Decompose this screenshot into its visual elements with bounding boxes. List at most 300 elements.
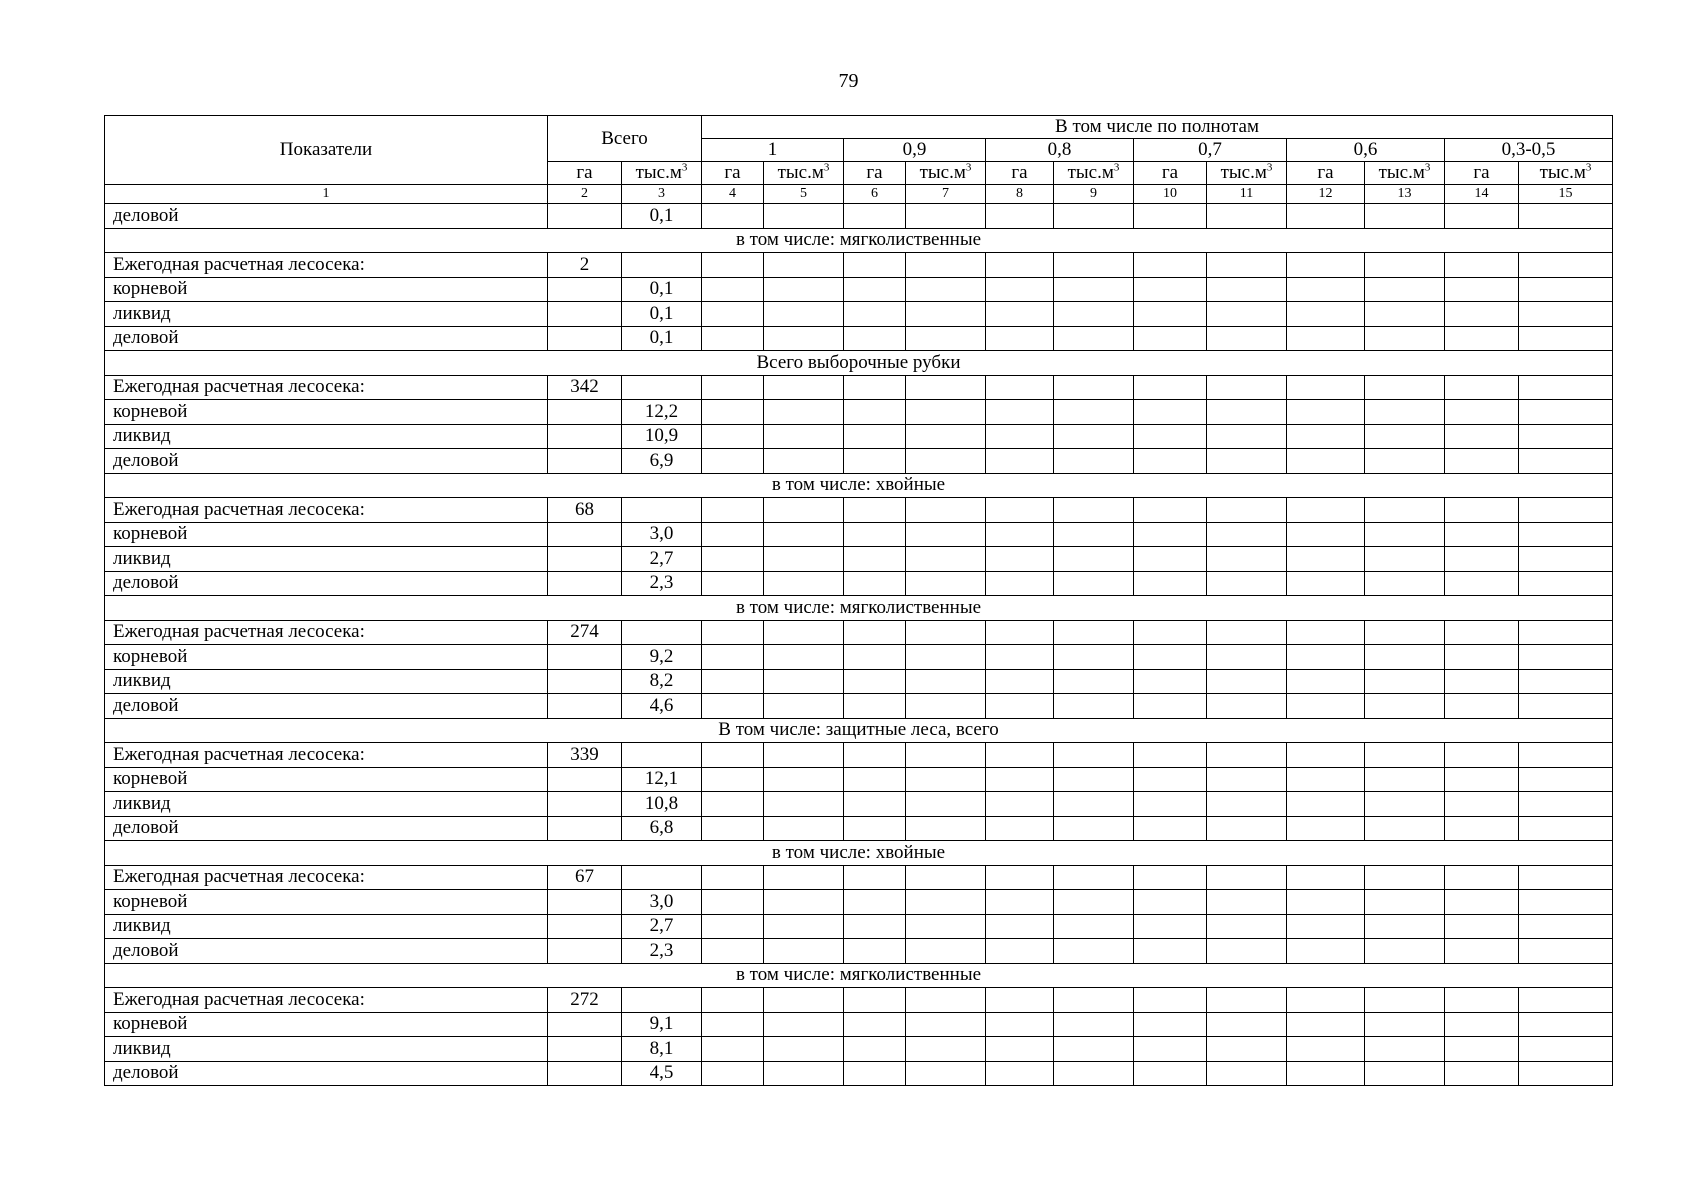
density-cell — [1054, 890, 1134, 915]
density-cell — [1207, 620, 1287, 645]
row-label: корневой — [105, 277, 548, 302]
density-cell — [1207, 449, 1287, 474]
density-cell — [1287, 449, 1365, 474]
density-cell — [1054, 571, 1134, 596]
density-cell — [1365, 547, 1445, 572]
total-ha-cell — [548, 939, 622, 964]
density-cell — [1054, 522, 1134, 547]
density-cell — [1445, 571, 1519, 596]
density-cell — [1207, 375, 1287, 400]
column-number: 11 — [1207, 185, 1287, 204]
density-cell — [1054, 498, 1134, 523]
row-label: ликвид — [105, 1037, 548, 1062]
row-label: ликвид — [105, 792, 548, 817]
density-cell — [1287, 375, 1365, 400]
table-row — [105, 571, 1613, 596]
density-cell — [906, 277, 986, 302]
density-cell — [1287, 669, 1365, 694]
density-cell — [1519, 400, 1613, 425]
density-cell — [1519, 645, 1613, 670]
table-row — [105, 449, 1613, 474]
density-cell — [1054, 400, 1134, 425]
density-cell — [1365, 498, 1445, 523]
density-cell — [764, 620, 844, 645]
table-row — [105, 914, 1613, 939]
density-cell — [1519, 204, 1613, 229]
total-volume-cell: 8,2 — [622, 669, 702, 694]
section-row — [105, 473, 1613, 498]
table-row — [105, 400, 1613, 425]
unit-volume — [764, 162, 844, 185]
density-cell — [1134, 792, 1207, 817]
density-cell — [1054, 669, 1134, 694]
density-cell — [702, 1012, 764, 1037]
total-ha-cell: 272 — [548, 988, 622, 1013]
density-cell — [1054, 620, 1134, 645]
density-cell — [1519, 326, 1613, 351]
density-cell — [1519, 449, 1613, 474]
density-cell — [1134, 1061, 1207, 1086]
density-cell — [702, 571, 764, 596]
total-volume-cell — [622, 253, 702, 278]
density-cell — [764, 571, 844, 596]
density-cell — [702, 988, 764, 1013]
total-volume-cell — [622, 988, 702, 1013]
table-row — [105, 302, 1613, 327]
density-cell — [1445, 375, 1519, 400]
density-cell — [1207, 522, 1287, 547]
density-cell — [1287, 865, 1365, 890]
density-cell — [1365, 694, 1445, 719]
density-cell — [1365, 816, 1445, 841]
unit-volume — [1207, 162, 1287, 185]
total-ha-cell — [548, 1012, 622, 1037]
density-cell — [702, 743, 764, 768]
density-cell — [1445, 302, 1519, 327]
density-cell — [906, 498, 986, 523]
density-cell — [906, 253, 986, 278]
table-row — [105, 767, 1613, 792]
density-cell — [986, 865, 1054, 890]
density-cell — [1134, 400, 1207, 425]
density-cell — [1207, 302, 1287, 327]
unit-volume — [1365, 162, 1445, 185]
total-volume-cell: 10,8 — [622, 792, 702, 817]
unit-volume-text: тыс.м — [1378, 162, 1425, 183]
density-cell — [702, 865, 764, 890]
density-cell — [702, 522, 764, 547]
density-cell — [1287, 645, 1365, 670]
row-label: деловой — [105, 939, 548, 964]
density-cell — [764, 547, 844, 572]
table-row — [105, 547, 1613, 572]
density-cell — [1519, 498, 1613, 523]
total-volume-cell: 3,0 — [622, 522, 702, 547]
density-cell — [1519, 1061, 1613, 1086]
density-cell — [1287, 498, 1365, 523]
density-cell — [1207, 424, 1287, 449]
density-cell — [1287, 620, 1365, 645]
density-cell — [1445, 743, 1519, 768]
total-volume-cell: 4,5 — [622, 1061, 702, 1086]
total-ha-cell — [548, 571, 622, 596]
unit-volume-exponent: 3 — [1424, 161, 1431, 174]
density-cell — [986, 204, 1054, 229]
density-cell — [1365, 988, 1445, 1013]
density-cell — [1445, 816, 1519, 841]
unit-ha: га — [1445, 162, 1519, 185]
header-total: Всего — [548, 116, 702, 162]
density-cell — [844, 694, 906, 719]
density-cell — [906, 743, 986, 768]
density-cell — [1054, 277, 1134, 302]
density-cell — [764, 890, 844, 915]
density-cell — [1054, 1061, 1134, 1086]
total-volume-cell: 0,1 — [622, 326, 702, 351]
header-indicators: Показатели — [105, 116, 548, 185]
density-cell — [1134, 620, 1207, 645]
density-cell — [1054, 302, 1134, 327]
total-ha-cell: 342 — [548, 375, 622, 400]
density-cell — [1365, 792, 1445, 817]
density-cell — [986, 547, 1054, 572]
density-cell — [1287, 792, 1365, 817]
density-cell — [844, 890, 906, 915]
density-cell — [906, 939, 986, 964]
density-cell — [1287, 424, 1365, 449]
section-title: в том числе: мягколиственные — [105, 228, 1613, 253]
row-label: корневой — [105, 645, 548, 670]
unit-volume — [1054, 162, 1134, 185]
density-cell — [906, 204, 986, 229]
density-cell — [906, 400, 986, 425]
density-cell — [764, 694, 844, 719]
row-label: ликвид — [105, 669, 548, 694]
density-cell — [906, 547, 986, 572]
section-title: Всего выборочные рубки — [105, 351, 1613, 376]
total-ha-cell — [548, 694, 622, 719]
unit-volume — [622, 162, 702, 185]
density-cell — [764, 669, 844, 694]
density-cell — [1445, 449, 1519, 474]
density-cell — [1519, 424, 1613, 449]
unit-volume-exponent: 3 — [681, 161, 688, 174]
density-cell — [1365, 424, 1445, 449]
density-cell — [1207, 890, 1287, 915]
density-cell — [986, 449, 1054, 474]
row-label: корневой — [105, 890, 548, 915]
density-cell — [906, 571, 986, 596]
density-cell — [764, 645, 844, 670]
density-cell — [844, 914, 906, 939]
density-cell — [764, 277, 844, 302]
density-cell — [702, 302, 764, 327]
total-volume-cell — [622, 375, 702, 400]
table-row — [105, 988, 1613, 1013]
density-cell — [1207, 204, 1287, 229]
row-label: Ежегодная расчетная лесосека: — [105, 743, 548, 768]
density-cell — [1519, 694, 1613, 719]
column-number: 9 — [1054, 185, 1134, 204]
density-cell — [1445, 204, 1519, 229]
row-label: деловой — [105, 326, 548, 351]
density-cell — [1134, 1012, 1207, 1037]
density-cell — [1207, 1037, 1287, 1062]
total-volume-cell — [622, 498, 702, 523]
unit-ha: га — [1134, 162, 1207, 185]
table-row — [105, 1037, 1613, 1062]
density-cell — [1445, 669, 1519, 694]
density-cell — [1287, 914, 1365, 939]
density-cell — [1287, 1061, 1365, 1086]
table-row — [105, 1012, 1613, 1037]
density-cell — [844, 547, 906, 572]
density-cell — [702, 890, 764, 915]
density-cell — [702, 277, 764, 302]
row-label: Ежегодная расчетная лесосека: — [105, 620, 548, 645]
density-cell — [1365, 645, 1445, 670]
total-ha-cell — [548, 1061, 622, 1086]
density-cell — [906, 865, 986, 890]
unit-volume-text: тыс.м — [1539, 162, 1586, 183]
density-cell — [986, 988, 1054, 1013]
density-cell — [1519, 816, 1613, 841]
density-cell — [1519, 375, 1613, 400]
density-cell — [844, 939, 906, 964]
unit-volume-text: тыс.м — [1067, 162, 1114, 183]
density-cell — [1365, 620, 1445, 645]
total-volume-cell: 6,9 — [622, 449, 702, 474]
density-header: 1 — [702, 139, 844, 162]
density-cell — [1287, 988, 1365, 1013]
density-cell — [1054, 816, 1134, 841]
density-cell — [1519, 890, 1613, 915]
density-cell — [702, 914, 764, 939]
total-ha-cell — [548, 669, 622, 694]
section-title: в том числе: хвойные — [105, 473, 1613, 498]
density-cell — [1519, 302, 1613, 327]
density-cell — [1365, 449, 1445, 474]
section-title: в том числе: хвойные — [105, 841, 1613, 866]
density-cell — [702, 375, 764, 400]
density-cell — [1134, 326, 1207, 351]
total-ha-cell — [548, 547, 622, 572]
column-number: 6 — [844, 185, 906, 204]
density-cell — [764, 424, 844, 449]
density-cell — [986, 375, 1054, 400]
density-cell — [986, 253, 1054, 278]
density-cell — [764, 204, 844, 229]
density-cell — [1134, 694, 1207, 719]
density-cell — [764, 302, 844, 327]
density-cell — [844, 767, 906, 792]
density-cell — [1519, 277, 1613, 302]
column-number: 1 — [105, 185, 548, 204]
density-cell — [702, 939, 764, 964]
density-cell — [1365, 767, 1445, 792]
density-cell — [764, 375, 844, 400]
density-cell — [986, 1061, 1054, 1086]
table-row — [105, 816, 1613, 841]
density-cell — [1445, 277, 1519, 302]
density-cell — [1287, 571, 1365, 596]
total-ha-cell: 339 — [548, 743, 622, 768]
density-cell — [1365, 277, 1445, 302]
density-cell — [702, 669, 764, 694]
density-cell — [906, 890, 986, 915]
density-cell — [1054, 694, 1134, 719]
density-cell — [986, 302, 1054, 327]
density-cell — [1207, 571, 1287, 596]
density-cell — [986, 571, 1054, 596]
density-cell — [1365, 375, 1445, 400]
density-cell — [1519, 522, 1613, 547]
unit-volume-exponent: 3 — [823, 161, 830, 174]
total-ha-cell: 274 — [548, 620, 622, 645]
density-cell — [1134, 253, 1207, 278]
unit-ha: га — [548, 162, 622, 185]
density-cell — [1134, 277, 1207, 302]
density-cell — [1054, 1012, 1134, 1037]
density-cell — [1207, 865, 1287, 890]
section-row — [105, 718, 1613, 743]
density-cell — [702, 645, 764, 670]
density-cell — [844, 988, 906, 1013]
total-volume-cell: 2,3 — [622, 939, 702, 964]
density-cell — [1519, 669, 1613, 694]
density-cell — [986, 424, 1054, 449]
column-number: 15 — [1519, 185, 1613, 204]
density-cell — [906, 767, 986, 792]
total-volume-cell: 10,9 — [622, 424, 702, 449]
section-title: в том числе: мягколиственные — [105, 963, 1613, 988]
density-cell — [1365, 302, 1445, 327]
density-cell — [1134, 498, 1207, 523]
density-cell — [1445, 645, 1519, 670]
density-cell — [1445, 620, 1519, 645]
density-cell — [986, 277, 1054, 302]
density-cell — [764, 939, 844, 964]
density-cell — [986, 767, 1054, 792]
column-number: 12 — [1287, 185, 1365, 204]
density-cell — [1287, 400, 1365, 425]
density-cell — [1134, 939, 1207, 964]
density-cell — [764, 792, 844, 817]
total-ha-cell — [548, 767, 622, 792]
row-label: деловой — [105, 694, 548, 719]
total-volume-cell: 0,1 — [622, 302, 702, 327]
unit-volume-text: тыс.м — [919, 162, 966, 183]
density-cell — [1287, 1012, 1365, 1037]
density-cell — [844, 1037, 906, 1062]
density-cell — [1134, 547, 1207, 572]
total-volume-cell: 12,2 — [622, 400, 702, 425]
density-cell — [1287, 1037, 1365, 1062]
density-cell — [906, 424, 986, 449]
density-cell — [1445, 253, 1519, 278]
density-cell — [702, 498, 764, 523]
density-cell — [906, 1061, 986, 1086]
total-volume-cell: 2,3 — [622, 571, 702, 596]
density-cell — [844, 302, 906, 327]
density-cell — [764, 522, 844, 547]
density-cell — [1207, 767, 1287, 792]
density-cell — [1207, 1061, 1287, 1086]
total-ha-cell — [548, 204, 622, 229]
total-volume-cell: 3,0 — [622, 890, 702, 915]
density-cell — [1365, 1012, 1445, 1037]
unit-volume-exponent: 3 — [1585, 161, 1592, 174]
column-number: 5 — [764, 185, 844, 204]
density-cell — [1365, 1037, 1445, 1062]
section-row — [105, 228, 1613, 253]
density-cell — [1365, 914, 1445, 939]
density-cell — [764, 498, 844, 523]
density-cell — [844, 645, 906, 670]
density-cell — [906, 645, 986, 670]
section-row — [105, 841, 1613, 866]
density-cell — [1134, 375, 1207, 400]
density-cell — [1445, 1012, 1519, 1037]
table-row — [105, 498, 1613, 523]
density-cell — [1445, 988, 1519, 1013]
unit-volume-exponent: 3 — [965, 161, 972, 174]
density-cell — [1287, 743, 1365, 768]
density-cell — [764, 449, 844, 474]
density-cell — [986, 792, 1054, 817]
total-ha-cell — [548, 277, 622, 302]
density-cell — [1519, 865, 1613, 890]
density-cell — [702, 424, 764, 449]
total-ha-cell — [548, 522, 622, 547]
row-label: корневой — [105, 522, 548, 547]
density-cell — [1445, 1061, 1519, 1086]
density-cell — [702, 253, 764, 278]
density-cell — [1519, 792, 1613, 817]
density-cell — [906, 816, 986, 841]
density-cell — [764, 1061, 844, 1086]
row-label: корневой — [105, 767, 548, 792]
column-number: 3 — [622, 185, 702, 204]
section-title: В том числе: защитные леса, всего — [105, 718, 1613, 743]
density-cell — [986, 816, 1054, 841]
density-cell — [1054, 743, 1134, 768]
density-cell — [1054, 988, 1134, 1013]
density-cell — [1207, 816, 1287, 841]
density-cell — [1207, 988, 1287, 1013]
row-label: Ежегодная расчетная лесосека: — [105, 375, 548, 400]
density-cell — [1207, 914, 1287, 939]
density-cell — [702, 1061, 764, 1086]
density-header: 0,8 — [986, 139, 1134, 162]
density-cell — [1365, 939, 1445, 964]
density-cell — [1134, 1037, 1207, 1062]
density-cell — [702, 204, 764, 229]
density-cell — [1207, 1012, 1287, 1037]
total-ha-cell — [548, 400, 622, 425]
unit-ha: га — [844, 162, 906, 185]
density-cell — [1054, 914, 1134, 939]
density-cell — [1054, 375, 1134, 400]
density-cell — [986, 1012, 1054, 1037]
total-ha-cell — [548, 449, 622, 474]
column-number: 4 — [702, 185, 764, 204]
density-cell — [1054, 792, 1134, 817]
density-cell — [844, 743, 906, 768]
density-cell — [1054, 767, 1134, 792]
density-cell — [1445, 767, 1519, 792]
total-ha-cell: 2 — [548, 253, 622, 278]
